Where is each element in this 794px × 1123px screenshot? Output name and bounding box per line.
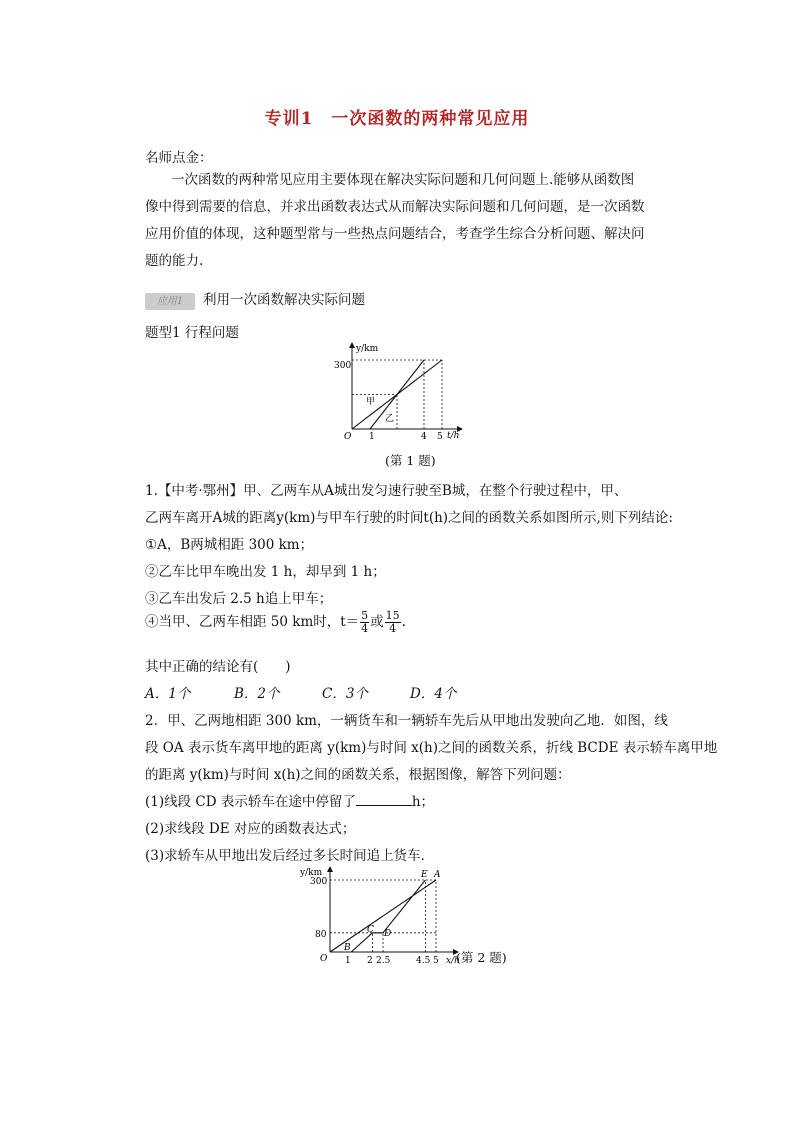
figure2-caption: (第 2 题)	[456, 950, 507, 965]
answer-blank[interactable]	[356, 793, 412, 806]
section-heading-text: 利用一次函数解决实际问题	[203, 292, 365, 308]
q2-part1-unit: h；	[411, 794, 435, 810]
figure1-xtick-5: 5	[437, 432, 443, 442]
figure2-xtick-2: 2	[367, 956, 373, 966]
figure1-ylabel: y/km	[356, 344, 379, 354]
intro-text: 一次函数的两种常见应用主要体现在解决实际问题和几何问题上.能够从函数图像中得到需要的信息，并求出函数表达式从而解决实际问题和几何问题，是一次函数应用价值的体现，这种题型常与一些热点问题结合，考查学生综合分析问题、解决问题的能力.	[145, 172, 645, 269]
figure2-xtick-4-5: 4.5	[416, 956, 431, 966]
q1-option-c: C．3个	[322, 686, 368, 702]
figure2-point-b: B	[344, 943, 351, 953]
figure1-chart	[330, 338, 470, 442]
figure1-ytick-300: 300	[334, 361, 352, 371]
q1-line2: 乙两车离开A城的距离y(km)与甲车行驶的时间t(h)之间的函数关系如图所示,则下列结论:	[145, 510, 673, 526]
figure2-chart	[298, 864, 468, 969]
page-title: 专训1 一次函数的两种常见应用	[264, 109, 530, 129]
q2-part2: (2)求线段 DE 对应的函数表达式；	[145, 821, 356, 837]
figure2-point-e: E	[421, 870, 428, 880]
fraction-15-4: $\frac{15}{4}$	[385, 609, 400, 635]
series-line-1	[370, 360, 424, 429]
section-badge: 应用1	[145, 293, 195, 310]
q1-s4-or: 或	[370, 614, 384, 630]
type1-heading: 题型1 行程问题	[145, 325, 239, 341]
figure2-point-d: D	[384, 929, 392, 939]
q2-part1	[145, 790, 434, 810]
q1-statement-3: ③乙车出发后 2.5 h追上甲车；	[145, 591, 333, 607]
q1-ask: 其中正确的结论有( )	[145, 659, 291, 675]
q2-part3: (3)求轿车从甲地出发后经过多长时间追上货车．	[145, 848, 435, 864]
figure2-ylabel: y/km	[300, 868, 323, 878]
figure2-ytick-300: 300	[310, 877, 328, 887]
series-line-1	[351, 880, 425, 952]
figure1-xlabel: t/h	[447, 431, 460, 441]
figure1-origin: O	[344, 432, 352, 442]
figure2-point-a: A	[434, 870, 441, 880]
q2-line3: 的距离 y(km)与时间 x(h)之间的函数关系，根据图像，解答下列问题：	[145, 767, 571, 783]
section-heading	[145, 288, 365, 310]
q1-option-d: D．4个	[410, 686, 457, 702]
figure1-label-yi: 乙	[385, 414, 395, 424]
figure1-label-jia: 甲	[366, 397, 376, 407]
figure2-ytick-80: 80	[315, 930, 327, 940]
q2-line1: 2．甲、乙两地相距 300 km，一辆货车和一辆轿车先后从甲地出发驶向乙地．如图，线	[145, 713, 668, 729]
figure1-caption: (第 1 题)	[385, 453, 436, 468]
series-line-0	[330, 880, 436, 952]
q2-part1-text: (1)线段 CD 表示轿车在途中停留了	[145, 794, 356, 810]
figure1-xtick-4: 4	[421, 432, 427, 442]
q1-statement-1: ①A，B两城相距 300 km；	[145, 537, 314, 553]
q1-statement-2: ②乙车比甲车晚出发 1 h，却早到 1 h；	[145, 564, 386, 580]
figure1-xtick-1: 1	[369, 432, 375, 442]
q1-s4-text: ④当甲、乙两车相距 50 km时，t＝	[145, 614, 360, 630]
q1-line1: 1.【中考·鄂州】甲、乙两车从A城出发匀速行驶至B城，在整个行驶过程中，甲、	[145, 483, 628, 499]
intro-label: 名师点金：	[145, 150, 213, 166]
figure2-origin: O	[320, 954, 328, 964]
q1-option-a: A．1个	[145, 686, 191, 702]
figure2-xlabel: x/h	[446, 956, 460, 966]
figure2-xtick-1: 1	[345, 956, 351, 966]
q1-option-b: B．2个	[234, 686, 280, 702]
q1-statement-4	[145, 610, 406, 635]
figure2-xtick-5: 5	[433, 956, 439, 966]
q1-s4-end: .	[401, 614, 406, 630]
q2-line2: 段 OA 表示货车离甲地的距离 y(km)与时间 x(h)之间的函数关系，折线 BCDE 表示轿车离甲地	[145, 740, 718, 756]
figure2-point-c: C	[367, 925, 374, 935]
fraction-5-4: $\frac{5}{4}$	[361, 609, 369, 635]
figure2-xtick-2-5: 2.5	[376, 956, 391, 966]
